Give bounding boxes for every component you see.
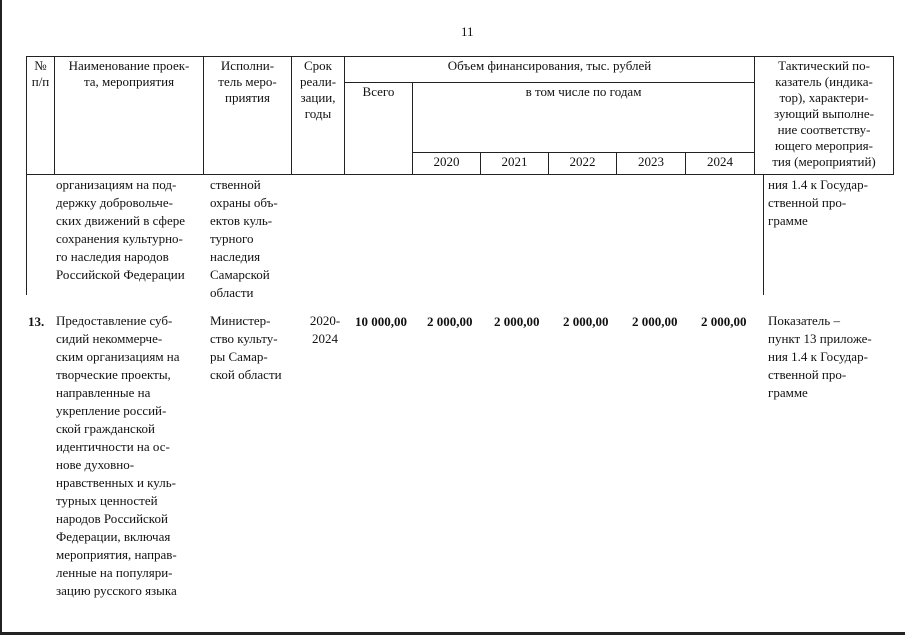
header-by-year: в том числе по годам [413, 83, 755, 153]
header-year-2022: 2022 [549, 153, 617, 175]
row-13-2021: 2 000,00 [494, 314, 540, 329]
header-year-2021: 2021 [481, 153, 549, 175]
header-year-2020: 2020 [413, 153, 481, 175]
continued-name: организациям на под- держку добровольче- ских движений в сфере сохранения культурно- го наследия народов Российской Федерации [56, 177, 185, 282]
row-13-term: 2020- 2024 [309, 313, 341, 346]
row-13-name: Предоставление суб- сидий некоммерче- ским организациям на творческие проекты, направленные на укрепление россий- ской гражданской идентичности на ос- нове духовно- нравственных и куль- турных ценностей народов Российской Федерации, включая мероприятия, направ- ленные на популяри- зацию русского языка [56, 313, 180, 598]
column-border [763, 175, 764, 295]
header-term: Срок реали- зации, годы [292, 57, 345, 175]
table-header [26, 56, 894, 175]
header-name: Наименование проек- та, мероприятия [55, 57, 204, 175]
header-year-2023: 2023 [617, 153, 686, 175]
page-number: 11 [461, 24, 474, 39]
header-num: № п/п [27, 57, 55, 175]
row-13-total: 10 000,00 [355, 314, 407, 329]
column-border [26, 175, 27, 295]
header-executor: Исполни- тель меро- приятия [204, 57, 292, 175]
row-13-number: 13. [28, 314, 45, 329]
header-funding: Объем финансирования, тыс. рублей [345, 57, 755, 83]
page-left-edge [0, 0, 2, 632]
row-13-indicator: Показатель – пункт 13 приложе- ния 1.4 к Государ- ственной про- грамме [768, 313, 872, 400]
header-year-2024: 2024 [686, 153, 755, 175]
page-bottom-edge [0, 632, 905, 635]
header-indicator: Тактический по- казатель (индика- тор), характери- зующий выполне- ние соответству- ющего мероприя- тия (мероприятий) [755, 57, 894, 175]
row-13-2023: 2 000,00 [632, 314, 678, 329]
continued-executor: ственной охраны объ- ектов куль- турного наследия Самарской области [210, 177, 278, 300]
row-13-executor: Министер- ство культу- ры Самар- ской области [210, 313, 282, 382]
continued-indicator: ния 1.4 к Государ- ственной про- грамме [768, 177, 868, 228]
header-total: Всего [345, 83, 413, 175]
row-13-2022: 2 000,00 [563, 314, 609, 329]
row-13-2020: 2 000,00 [427, 314, 473, 329]
row-13-2024: 2 000,00 [701, 314, 747, 329]
